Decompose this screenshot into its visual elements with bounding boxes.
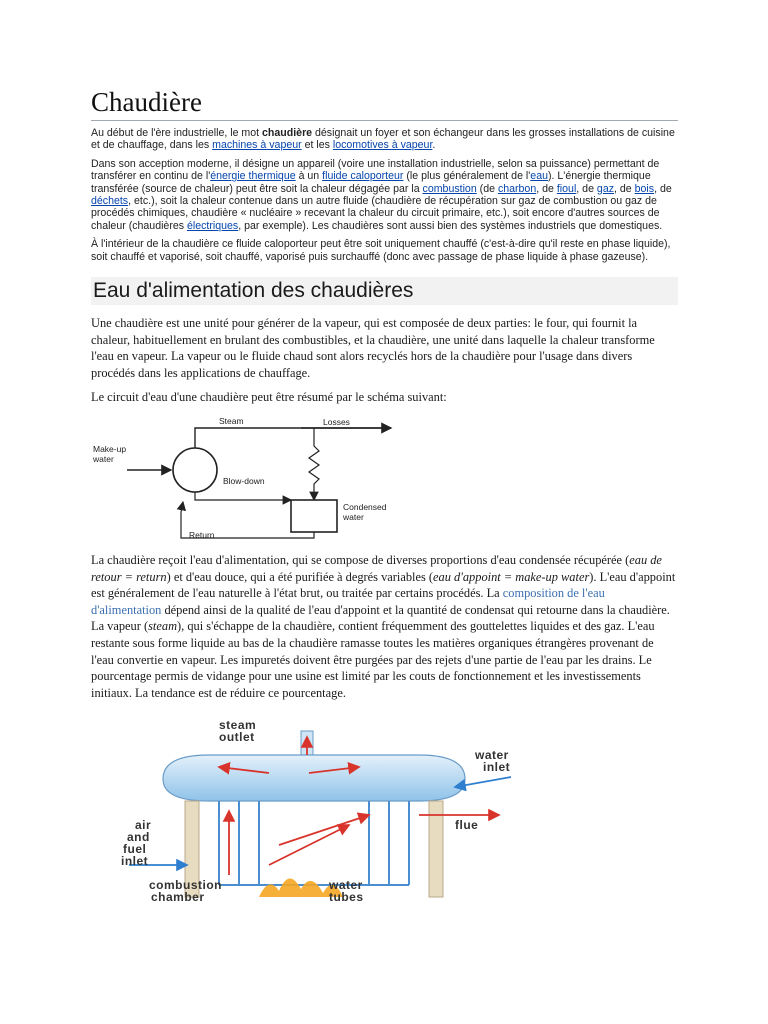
label-blowdown: Blow-down (223, 476, 265, 487)
link-locomotives-a-vapeur[interactable]: locomotives à vapeur (332, 139, 433, 152)
section-paragraph-1: Une chaudière est une unité pour générer de la vapeur, qui est composée de deux parties: le four, qui fournit la chaleur, habituellement en brulant des combustibles, et la chaudière, une unité dans laquelle la chaleur transforme l'eau en vapeur. La vapeur ou le fluide chaud sont alors recyclés hors de la chaudière pour l'usage dans divers procédés dans les applications de chauffage. (91, 316, 655, 380)
boiler-diagram (119, 715, 539, 905)
text: et les (301, 139, 333, 152)
label-condensed-2: water (343, 512, 364, 523)
text: dépend ainsi de la qualité de l'eau d'appoint et la quantité de condensat qui retourne dans la chaudière. La vapeur ( (91, 602, 670, 634)
link-machines-a-vapeur[interactable]: machines à vapeur (212, 139, 302, 152)
label-air-4: inlet (121, 854, 149, 869)
condensed-tank (291, 500, 337, 532)
link-combustion[interactable]: combustion (422, 182, 477, 195)
intro-paragraph-2 (91, 158, 678, 232)
text: ). L'eau d'appoint est généralement de l'eau naturelle à l'état brut, ou traitée par certains procédés. La (91, 569, 676, 601)
text: . (432, 139, 436, 152)
article-intro (91, 127, 678, 263)
label-makeup-2: water (93, 454, 114, 465)
steam-drum (163, 755, 465, 801)
label-combustion-1: combustion (149, 878, 222, 893)
blowdown-line (195, 492, 291, 500)
section-body (91, 315, 678, 905)
link-fioul[interactable]: fioul (556, 182, 577, 195)
link-fluide-caloporteur[interactable]: fluide caloporteur (322, 170, 404, 183)
label-water-inlet-1: water (475, 748, 509, 763)
intro-paragraph-3: À l'intérieur de la chaudière ce fluide caloporteur peut être soit uniquement chauffé (c'est-à-dire qu'il reste en phase liquide), soit chauffé et vaporisé, soit chauffé, vaporisé puis surchauffé (donc avec passage de phase liquide à phase gazeuse). (91, 238, 671, 263)
label-air-3: fuel (123, 842, 147, 857)
text: à un (295, 170, 323, 183)
label-air-2: and (127, 830, 150, 845)
label-combustion-2: chamber (151, 890, 205, 905)
label-steam-outlet-1: steam (219, 718, 257, 733)
section-paragraph-2: Le circuit d'eau d'une chaudière peut être résumé par le schéma suivant: (91, 390, 447, 405)
link-bois[interactable]: bois (634, 182, 655, 195)
text: ), qui s'échappe de la chaudière, contient fréquemment des gouttelettes liquides et des gaz. L'eau restante sous forme liquide au bas de la chaudière ramasse toutes les matières organiques étrangères provenant de l'eau convertie en vapeur. Les impuretés doivent être purgées par des rejets d'une partie de l'eau par les drains. Le pourcentage permis de vidange pour une usine est limité par les couts de fonctionnement et les investissements initiaux. La tendance est de réduire ce pourcentage. (91, 619, 655, 700)
text: , de (614, 182, 635, 195)
bold-term: chaudière (262, 127, 313, 139)
link-eau[interactable]: eau (530, 170, 548, 183)
intro-paragraph-1 (91, 127, 678, 152)
label-steam: Steam (219, 416, 244, 427)
link-electriques[interactable]: électriques (187, 219, 239, 232)
boiler-circle (173, 448, 217, 492)
label-air-1: air (135, 818, 152, 833)
text: ). L'énergie thermique transférée (source de chaleur) peut être soit la chaleur dégagée par la (91, 170, 651, 195)
text: Au début de l'ère industrielle, le mot (91, 127, 263, 139)
label-tubes-2: tubes (329, 890, 364, 905)
text: (le plus généralement de l' (403, 170, 531, 183)
text: , de (536, 182, 557, 195)
link-energie-thermique[interactable]: énergie thermique (210, 170, 296, 183)
link-charbon[interactable]: charbon (497, 182, 537, 195)
page-title: Chaudière (91, 86, 678, 121)
text: , par exemple). Les chaudières sont aussi bien des systèmes industriels que domestiques. (238, 219, 663, 232)
link-dechets[interactable]: déchets (91, 195, 129, 208)
text: Dans son acception moderne, il désigne un appareil (voire une installation industrielle, selon sa puissance) permettant de transférer en continu de l' (91, 157, 660, 183)
article (91, 80, 678, 905)
label-tubes-1: water (329, 878, 363, 893)
text: ) et d'eau douce, qui a été purifiée à degrés variables ( (166, 569, 434, 584)
text: , de (654, 182, 672, 195)
link-composition-eau-alimentation[interactable]: composition de l'eau d'alimentation (91, 586, 605, 617)
italic-term: steam (148, 619, 178, 634)
link-gaz[interactable]: gaz (596, 182, 615, 195)
label-water-inlet-2: inlet (483, 760, 511, 775)
water-circuit-diagram (91, 416, 411, 544)
text: La chaudière reçoit l'eau d'alimentation, qui se compose de diverses proportions d'eau condensée récupérée ( (91, 553, 630, 568)
label-steam-outlet-2: outlet (219, 730, 255, 745)
label-return: Return (189, 530, 215, 541)
text: (de (476, 182, 498, 195)
text: désignait un foyer et son échangeur dans les grosses installations de cuisine et de chauffage, dans les (91, 127, 675, 152)
section-heading: Eau d'alimentation des chaudières (91, 277, 678, 305)
section-paragraph-3 (91, 552, 678, 701)
label-losses: Losses (323, 417, 350, 428)
heat-exchange-line (309, 428, 319, 500)
text: , de (576, 182, 597, 195)
italic-term: eau d'appoint = make-up water (433, 569, 590, 584)
label-makeup-1: Make-up (93, 444, 127, 455)
text: , etc.), soit la chaleur contenue dans un autre fluide (chaudière de récupération sur gaz de combustion ou gaz de procédés chimiques, chaudière « nucléaire » recevant la chaleur du circuit primaire, etc.), soit encore d'autres sources de chaleur (chaudières (91, 195, 660, 232)
label-flue: flue (455, 818, 479, 833)
label-condensed-1: Condensed (343, 502, 387, 513)
italic-term: eau de retour = return (91, 553, 662, 584)
